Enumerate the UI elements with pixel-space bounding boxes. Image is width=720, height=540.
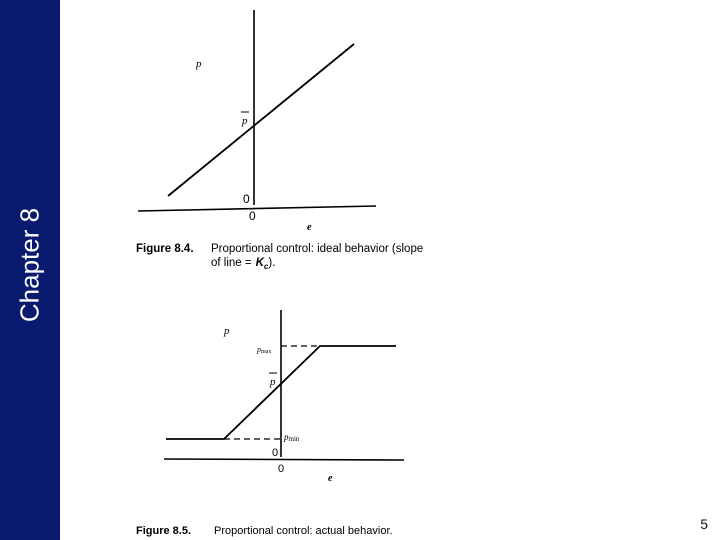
fig1-x-axis (138, 206, 376, 211)
fig1-origin-lower: 0 (249, 209, 256, 223)
fig2-y-label: p (224, 325, 230, 337)
page-number: 5 (700, 516, 708, 532)
fig1-caption-line2: of line = $K_c$). (211, 257, 276, 271)
fig2-x-axis (164, 459, 404, 460)
fig2-origin-upper: 0 (272, 447, 279, 459)
fig2-origin-lower: 0 (278, 463, 285, 475)
fig2-caption-text: Proportional control: actual behavior. (214, 525, 393, 537)
figure-8-4 (136, 10, 423, 271)
chapter-label: Chapter 8 (14, 207, 45, 323)
fig1-x-label: e (307, 222, 312, 233)
fig2-pbar-label: p (270, 376, 276, 388)
fig2-x-label: e (328, 473, 333, 484)
fig1-caption-number: Figure 8.4. (136, 243, 194, 255)
fig1-origin-upper: 0 (243, 192, 250, 206)
fig1-pbar-label: p (242, 115, 248, 127)
fig2-pmin-label: pmin (284, 432, 300, 443)
fig2-caption-number: Figure 8.5. (136, 525, 192, 537)
figure-8-5 (136, 310, 404, 537)
fig1-caption-line1: Proportional control: ideal behavior (slope (211, 243, 424, 255)
fig2-pmax-label: pmax (257, 345, 272, 355)
fig1-y-label: p (196, 58, 202, 70)
